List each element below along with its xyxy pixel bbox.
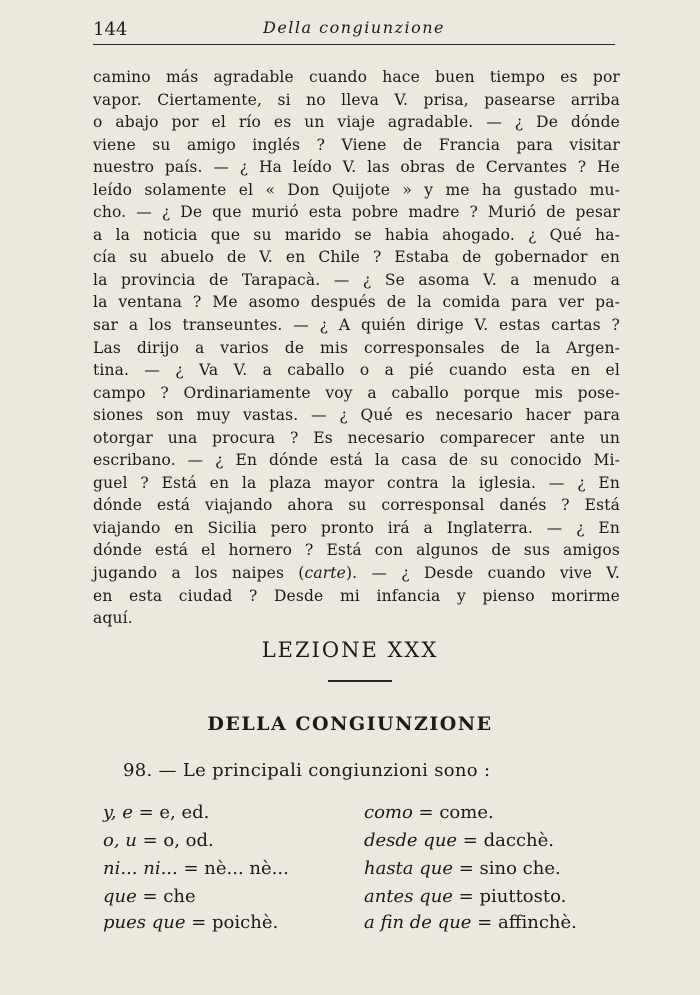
text-line: la ventana ? Me asomo después de la comida para ver pa- <box>93 293 620 312</box>
text-line: escribano. — ¿ En dónde está la casa de su conocido Mi- <box>93 451 620 470</box>
text-line: nuestro país. — ¿ Ha leído V. las obras de Cervantes ? He <box>93 158 620 177</box>
spanish-term: y, e <box>103 802 133 823</box>
italian-translation: = e, ed. <box>132 802 210 823</box>
italian-translation: = che <box>136 886 196 907</box>
text-line: cho. — ¿ De que murió esta pobre madre ? Murió de pesar <box>93 203 620 222</box>
text-line: a la noticia que su marido se habia ahogado. ¿ Qué ha- <box>93 225 620 244</box>
spanish-term: a fin de que <box>364 912 472 933</box>
italian-translation: = nè... nè... <box>177 858 289 879</box>
italian-translation: = come. <box>412 802 494 823</box>
text-line <box>93 562 620 585</box>
italian-translation: = dacchè. <box>457 830 554 851</box>
spanish-term: ni... ni... <box>103 858 178 879</box>
page-header <box>93 18 615 45</box>
text-segment: ). — ¿ Desde cuando vive V. <box>345 564 620 583</box>
text-line: siones son muy vastas. — ¿ Qué es necesario hacer para <box>93 406 620 425</box>
text-line: campo ? Ordinariamente voy a caballo porque mis pose- <box>93 383 620 402</box>
text-line: cía su abuelo de V. en Chile ? Estaba de gobernador en <box>93 248 620 267</box>
text-line: viene su amigo inglés ? Viene de Francia para visitar <box>93 135 620 154</box>
text-line: camino más agradable cuando hace buen tiempo es por <box>93 68 620 86</box>
text-line: viajando en Sicilia pero pronto irá a Inglaterra. — ¿ En <box>93 518 620 537</box>
text-line: Las dirijo a varios de mis corresponsales de la Argen- <box>93 338 620 357</box>
text-line: tina. — ¿ Va V. a caballo o a pié cuando esta en el <box>93 361 620 380</box>
spanish-term: como <box>364 802 413 823</box>
conjunction-entry <box>103 858 289 879</box>
conjunction-entry <box>364 912 577 933</box>
text-line: la provincia de Tarapacà. — ¿ Se asoma V. a menudo a <box>93 270 620 289</box>
text-line: en esta ciudad ? Desde mi infancia y pienso morirme <box>93 586 620 605</box>
conjunction-entry <box>364 886 566 907</box>
spanish-term: que <box>103 886 137 907</box>
spanish-term: antes que <box>364 886 453 907</box>
running-title: Della congiunzione <box>263 18 445 37</box>
page-number: 144 <box>93 19 128 40</box>
conjunction-entry <box>103 802 209 823</box>
text-segment: jugando a los naipes ( <box>93 564 305 583</box>
conjunction-entry <box>103 830 214 851</box>
italian-translation: = sino che. <box>453 858 561 879</box>
text-line: o abajo por el río es un viaje agradable. — ¿ De dónde <box>93 113 620 132</box>
spanish-term: pues que <box>103 912 186 933</box>
italian-translation: = poichè. <box>185 912 279 933</box>
spanish-term: hasta que <box>364 858 454 879</box>
lesson-title: LEZIONE XXX <box>261 638 439 662</box>
italian-translation: = piuttosto. <box>452 886 567 907</box>
italian-translation: = affinchè. <box>471 912 577 933</box>
text-line: otorgar una procura ? Es necesario comparecer ante un <box>93 428 620 447</box>
conjunction-entry <box>364 802 494 823</box>
text-line: dónde está viajando ahora su corresponsal danés ? Está <box>93 496 620 515</box>
paragraph-98-intro: 98. — Le principali congiunzioni sono : <box>123 760 491 781</box>
italic-word: carte <box>304 564 346 583</box>
text-line: aquí. <box>93 609 133 628</box>
exercise-text <box>93 66 620 630</box>
text-line: sar a los transeuntes. — ¿ A quién dirige V. estas cartas ? <box>93 316 620 335</box>
text-line: guel ? Está en la plaza mayor contra la iglesia. — ¿ En <box>93 473 620 492</box>
divider-rule <box>328 680 392 682</box>
spanish-term: desde que <box>364 830 458 851</box>
conjunction-entry <box>103 912 278 933</box>
section-title: DELLA CONGIUNZIONE <box>207 713 493 735</box>
text-line: leído solamente el « Don Quijote » y me ha gustado mu- <box>93 180 620 199</box>
text-line: dónde está el hornero ? Está con algunos de sus amigos <box>93 541 620 560</box>
conjunction-entry <box>364 830 554 851</box>
spanish-term: o, u <box>103 830 137 851</box>
text-line: vapor. Ciertamente, si no lleva V. prisa, pasearse arriba <box>93 90 620 109</box>
conjunction-entry <box>364 858 561 879</box>
italian-translation: = o, od. <box>136 830 214 851</box>
conjunction-entry <box>103 886 196 907</box>
